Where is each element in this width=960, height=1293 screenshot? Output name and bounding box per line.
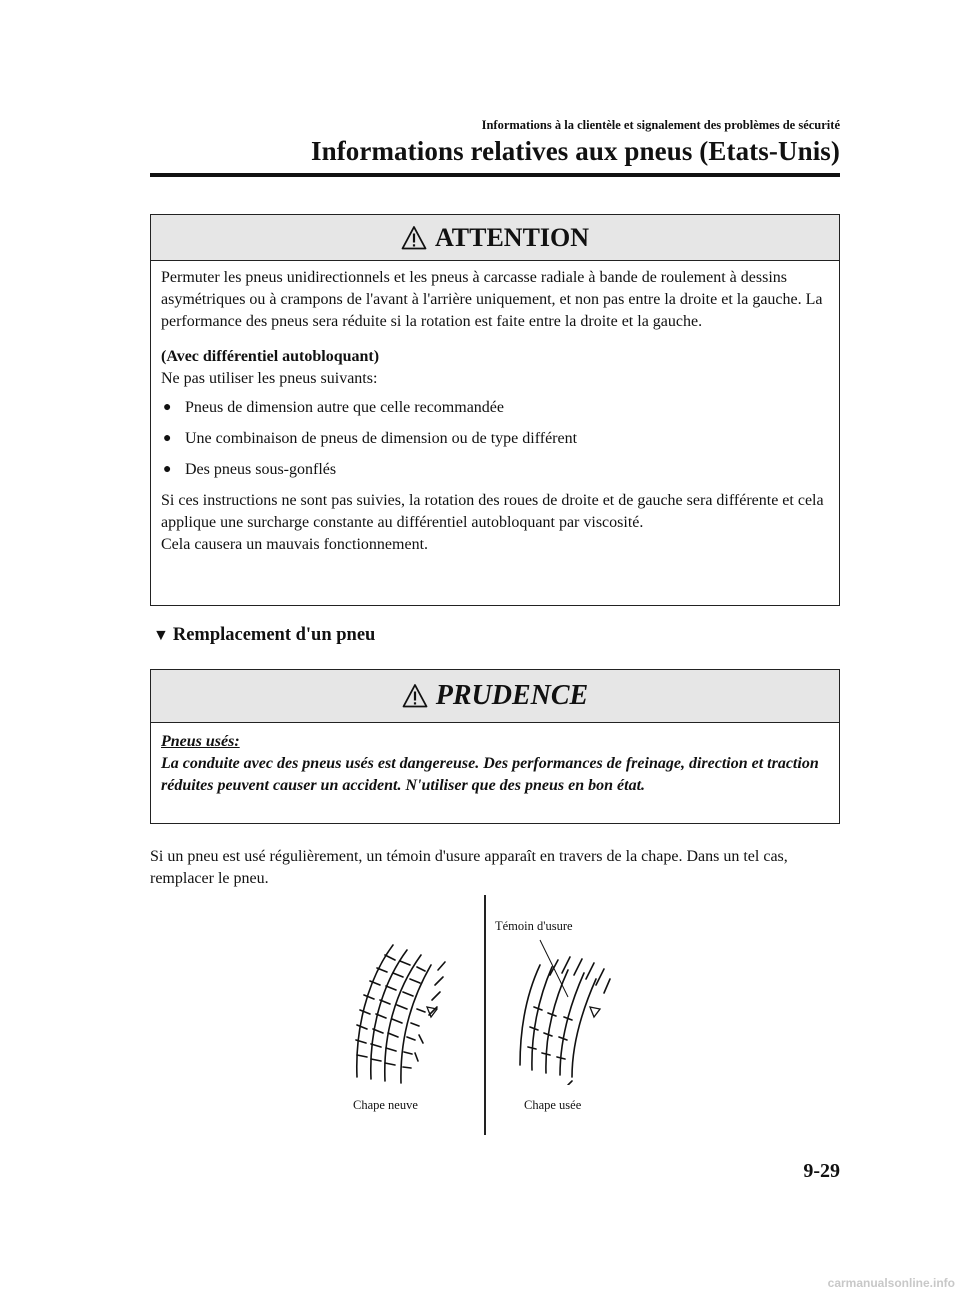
attention-body <box>151 261 839 556</box>
prudence-body <box>151 723 839 797</box>
header-rule <box>150 173 840 177</box>
attention-intro: Ne pas utiliser les pneus suivants: <box>161 370 378 387</box>
body-paragraph: Si un pneu est usé régulièrement, un témoin d'usure apparaît en travers de la chape. Dans un tel cas, remplacer le pneu. <box>150 848 788 887</box>
warning-triangle-icon <box>401 225 427 251</box>
bullet-icon: ● <box>163 400 172 415</box>
figure-divider <box>484 895 486 1135</box>
page-number: 9-29 <box>803 1160 840 1182</box>
list-item: ● Pneus de dimension autre que celle recommandée <box>161 397 829 419</box>
attention-result: Cela causera un mauvais fonctionnement. <box>161 536 429 553</box>
attention-header <box>151 215 839 261</box>
prudence-box <box>150 669 840 824</box>
attention-box <box>150 214 840 606</box>
prudence-label: Pneus usés: <box>161 733 240 750</box>
wear-indicator-label: Témoin d'usure <box>495 919 573 933</box>
bullet-icon: ● <box>163 431 172 446</box>
worn-tread-illustration <box>510 935 620 1085</box>
section-heading: ▼ Remplacement d'un pneu <box>153 625 376 645</box>
new-tread-illustration <box>345 935 455 1085</box>
list-item: ● Des pneus sous-gonflés <box>161 459 829 481</box>
prudence-title: PRUDENCE <box>435 680 589 711</box>
new-tread-caption: Chape neuve <box>353 1098 418 1112</box>
triangle-down-icon: ▼ <box>153 626 169 644</box>
header-section: Informations à la clientèle et signalement des problèmes de sécurité <box>481 118 840 132</box>
attention-subhead: (Avec différentiel autobloquant) <box>161 348 380 365</box>
attention-title: ATTENTION <box>434 222 590 252</box>
warning-triangle-icon <box>402 683 428 709</box>
list-item: ● Une combinaison de pneus de dimension ou de type différent <box>161 428 829 450</box>
attention-paragraph: Permuter les pneus unidirectionnels et les pneus à carcasse radiale à bande de roulement à dessins asymétriques ou à crampons de l'avant à l'arrière uniquement, et non pas entre la droite et la gauche. La performance des pneus sera réduite si la rotation est faite entre la droite et la gauche. <box>161 269 823 330</box>
page-title: Informations relatives aux pneus (Etats-Unis) <box>310 136 840 166</box>
prudence-text: La conduite avec des pneus usés est dangereuse. Des performances de freinage, direction et traction réduites peuvent causer un accident. N'utiliser que des pneus en bon état. <box>161 755 819 794</box>
attention-consequence: Si ces instructions ne sont pas suivies, la rotation des roues de droite et de gauche sera différente et cela applique une surcharge constante au différentiel autobloquant par viscosité. <box>161 492 824 531</box>
bullet-icon: ● <box>163 462 172 477</box>
worn-tread-caption: Chape usée <box>524 1098 582 1112</box>
watermark: carmanualsonline.info <box>827 1276 955 1290</box>
prudence-header <box>151 670 839 723</box>
